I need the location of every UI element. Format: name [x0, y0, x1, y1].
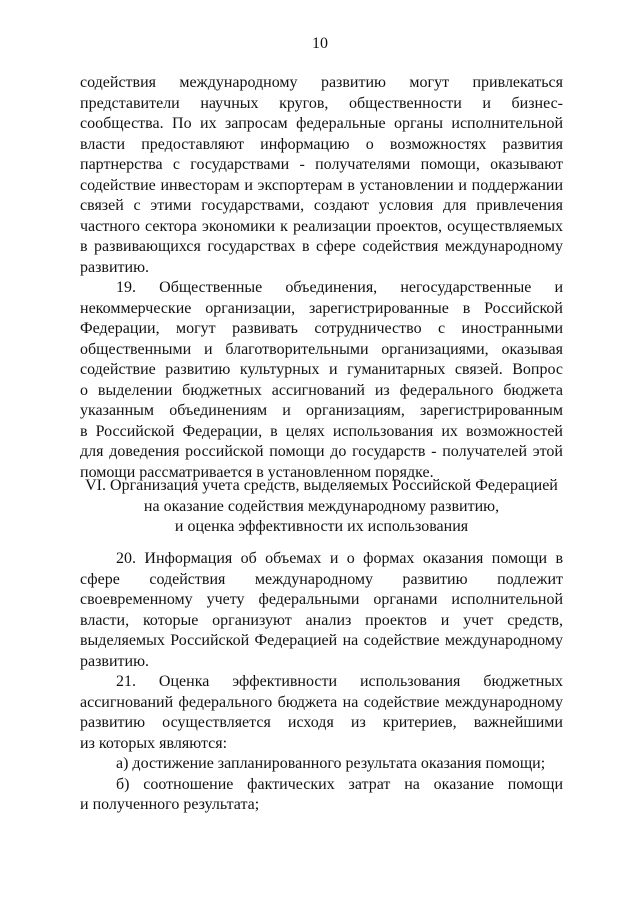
heading-line: VI. Организация учета средств, выделяемых Российской Федерацией: [85, 477, 558, 494]
text-block-upper: [80, 73, 563, 483]
text-line: содействия международному развитию могут привлекаться: [80, 74, 563, 91]
list-item-a: [80, 754, 563, 775]
text-line: для доведения российской помощи до государств - получателей этой: [80, 443, 563, 460]
text-block-lower: [80, 549, 563, 816]
paragraph-19: [80, 278, 563, 483]
paragraph-21: [80, 672, 563, 754]
text-line: частного сектора экономики к реализации проектов, осуществляемых: [80, 217, 563, 235]
text-line: о выделении бюджетных ассигнований из федерального бюджета: [80, 381, 563, 399]
text-line: развитию осуществляется исходя из критериев, важнейшими: [80, 714, 563, 731]
text-line: в Российской Федерации, в целях использования их возможностей: [80, 422, 563, 440]
text-line: сфере содействия международному развитию подлежит: [80, 570, 563, 588]
text-line: общественными и благотворительными организациями, оказывая: [80, 340, 563, 358]
text-line: б) соотношение фактических затрат на оказание помощи: [116, 775, 563, 793]
heading-line: и оценка эффективности их использования: [174, 518, 469, 535]
text-line: помощи рассматривается в установленном порядке.: [80, 463, 434, 481]
text-line: а) достижение запланированного результата оказания помощи;: [116, 755, 546, 772]
text-line: партнерства с государствами - получателями помощи, оказывают: [80, 156, 563, 173]
text-line: в развивающихся государствах в сфере содействия международному: [80, 238, 563, 255]
text-line: 20. Информация об объемах и о формах оказания помощи в: [116, 550, 563, 567]
text-line: содействие инвесторам и экспортерам в установлении и поддержании: [80, 176, 563, 194]
text-line: и полученного результата;: [80, 796, 260, 813]
text-line: из которых являются:: [80, 734, 228, 752]
text-line: содействие развитию культурных и гуманитарных связей. Вопрос: [80, 361, 563, 378]
section-heading: [80, 476, 563, 538]
text-line: своевременному учету федеральными органами исполнительной: [80, 591, 563, 608]
text-line: 21. Оценка эффективности использования бюджетных: [116, 673, 563, 690]
text-line: Федерации, могут развивать сотрудничество с иностранными: [80, 320, 563, 337]
text-line: связей с этими государствами, создают условия для привлечения: [80, 197, 563, 214]
text-line: власти предоставляют информацию о возможностях развития: [80, 135, 563, 153]
heading-line: на оказание содействия международному развитию,: [143, 497, 500, 515]
text-line: развитию.: [80, 652, 150, 670]
text-line: сообщества. По их запросам федеральные органы исполнительной: [80, 115, 563, 132]
text-line: власти, которые организуют анализ проектов и учет средств,: [80, 611, 563, 629]
text-line: выделяемых Российской Федерацией на содействие международному: [80, 632, 563, 649]
text-line: развитию.: [80, 258, 150, 276]
text-line: ассигнований федерального бюджета на содействие международному: [80, 693, 563, 711]
list-item-b: [80, 775, 563, 816]
text-line: 19. Общественные объединения, негосударственные и: [116, 279, 563, 296]
paragraph-continued: [80, 73, 563, 278]
text-line: указанным объединениям и организациям, зарегистрированным: [80, 402, 563, 419]
text-line: представители научных кругов, общественности и бизнес-: [80, 94, 563, 112]
text-line: некоммерческие организации, зарегистрированные в Российской: [80, 299, 563, 317]
page-number: 10: [312, 35, 328, 52]
paragraph-20: [80, 549, 563, 672]
